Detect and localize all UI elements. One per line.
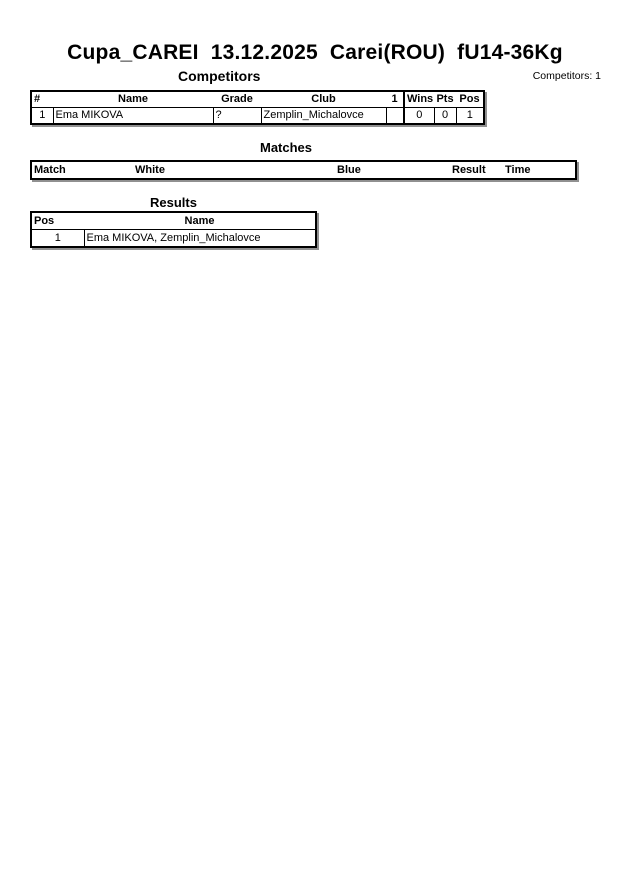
col-header-club: Club [261, 91, 386, 108]
competitor-pos: 1 [456, 108, 484, 125]
competitors-heading: Competitors [178, 68, 261, 84]
page-title: Cupa_CAREI 13.12.2025 Carei(ROU) fU14-36Kg [67, 41, 563, 64]
competitor-name: Ema MIKOVA [53, 108, 213, 125]
competitor-club: Zemplin_Michalovce [261, 108, 386, 125]
results-col-pos: Pos [31, 212, 84, 230]
competitors-header-row [31, 91, 484, 108]
col-header-num: # [31, 91, 53, 108]
col-header-round1: 1 [386, 91, 404, 108]
result-pos: 1 [54, 231, 61, 244]
competitor-num: 1 [39, 109, 46, 121]
matches-col-blue: Blue [337, 164, 361, 176]
results-header-row [31, 212, 316, 230]
col-header-wins: Wins [404, 91, 434, 108]
matches-col-time: Time [505, 164, 531, 176]
matches-col-result: Result [452, 164, 486, 176]
results-col-name: Name [84, 212, 316, 230]
result-row [31, 230, 316, 248]
competitors-count: Competitors: 1 [532, 70, 601, 82]
results-heading: Results [150, 195, 197, 210]
col-header-pos: Pos [456, 91, 484, 108]
col-header-grade: Grade [213, 91, 261, 108]
competitor-round1-cell [386, 108, 404, 125]
competitor-wins: 0 [404, 108, 434, 125]
col-header-pts: Pts [434, 91, 456, 108]
results-table [30, 211, 317, 248]
matches-table [30, 160, 577, 180]
competitor-pts: 0 [434, 108, 456, 125]
col-header-name: Name [53, 91, 213, 108]
matches-heading: Matches [260, 140, 313, 155]
matches-col-match: Match [34, 164, 66, 176]
competitor-grade: ? [213, 108, 261, 125]
competitors-table [30, 90, 485, 125]
competitor-row [31, 108, 484, 125]
result-name: Ema MIKOVA, Zemplin_Michalovce [84, 230, 316, 248]
matches-col-white: White [135, 164, 165, 176]
